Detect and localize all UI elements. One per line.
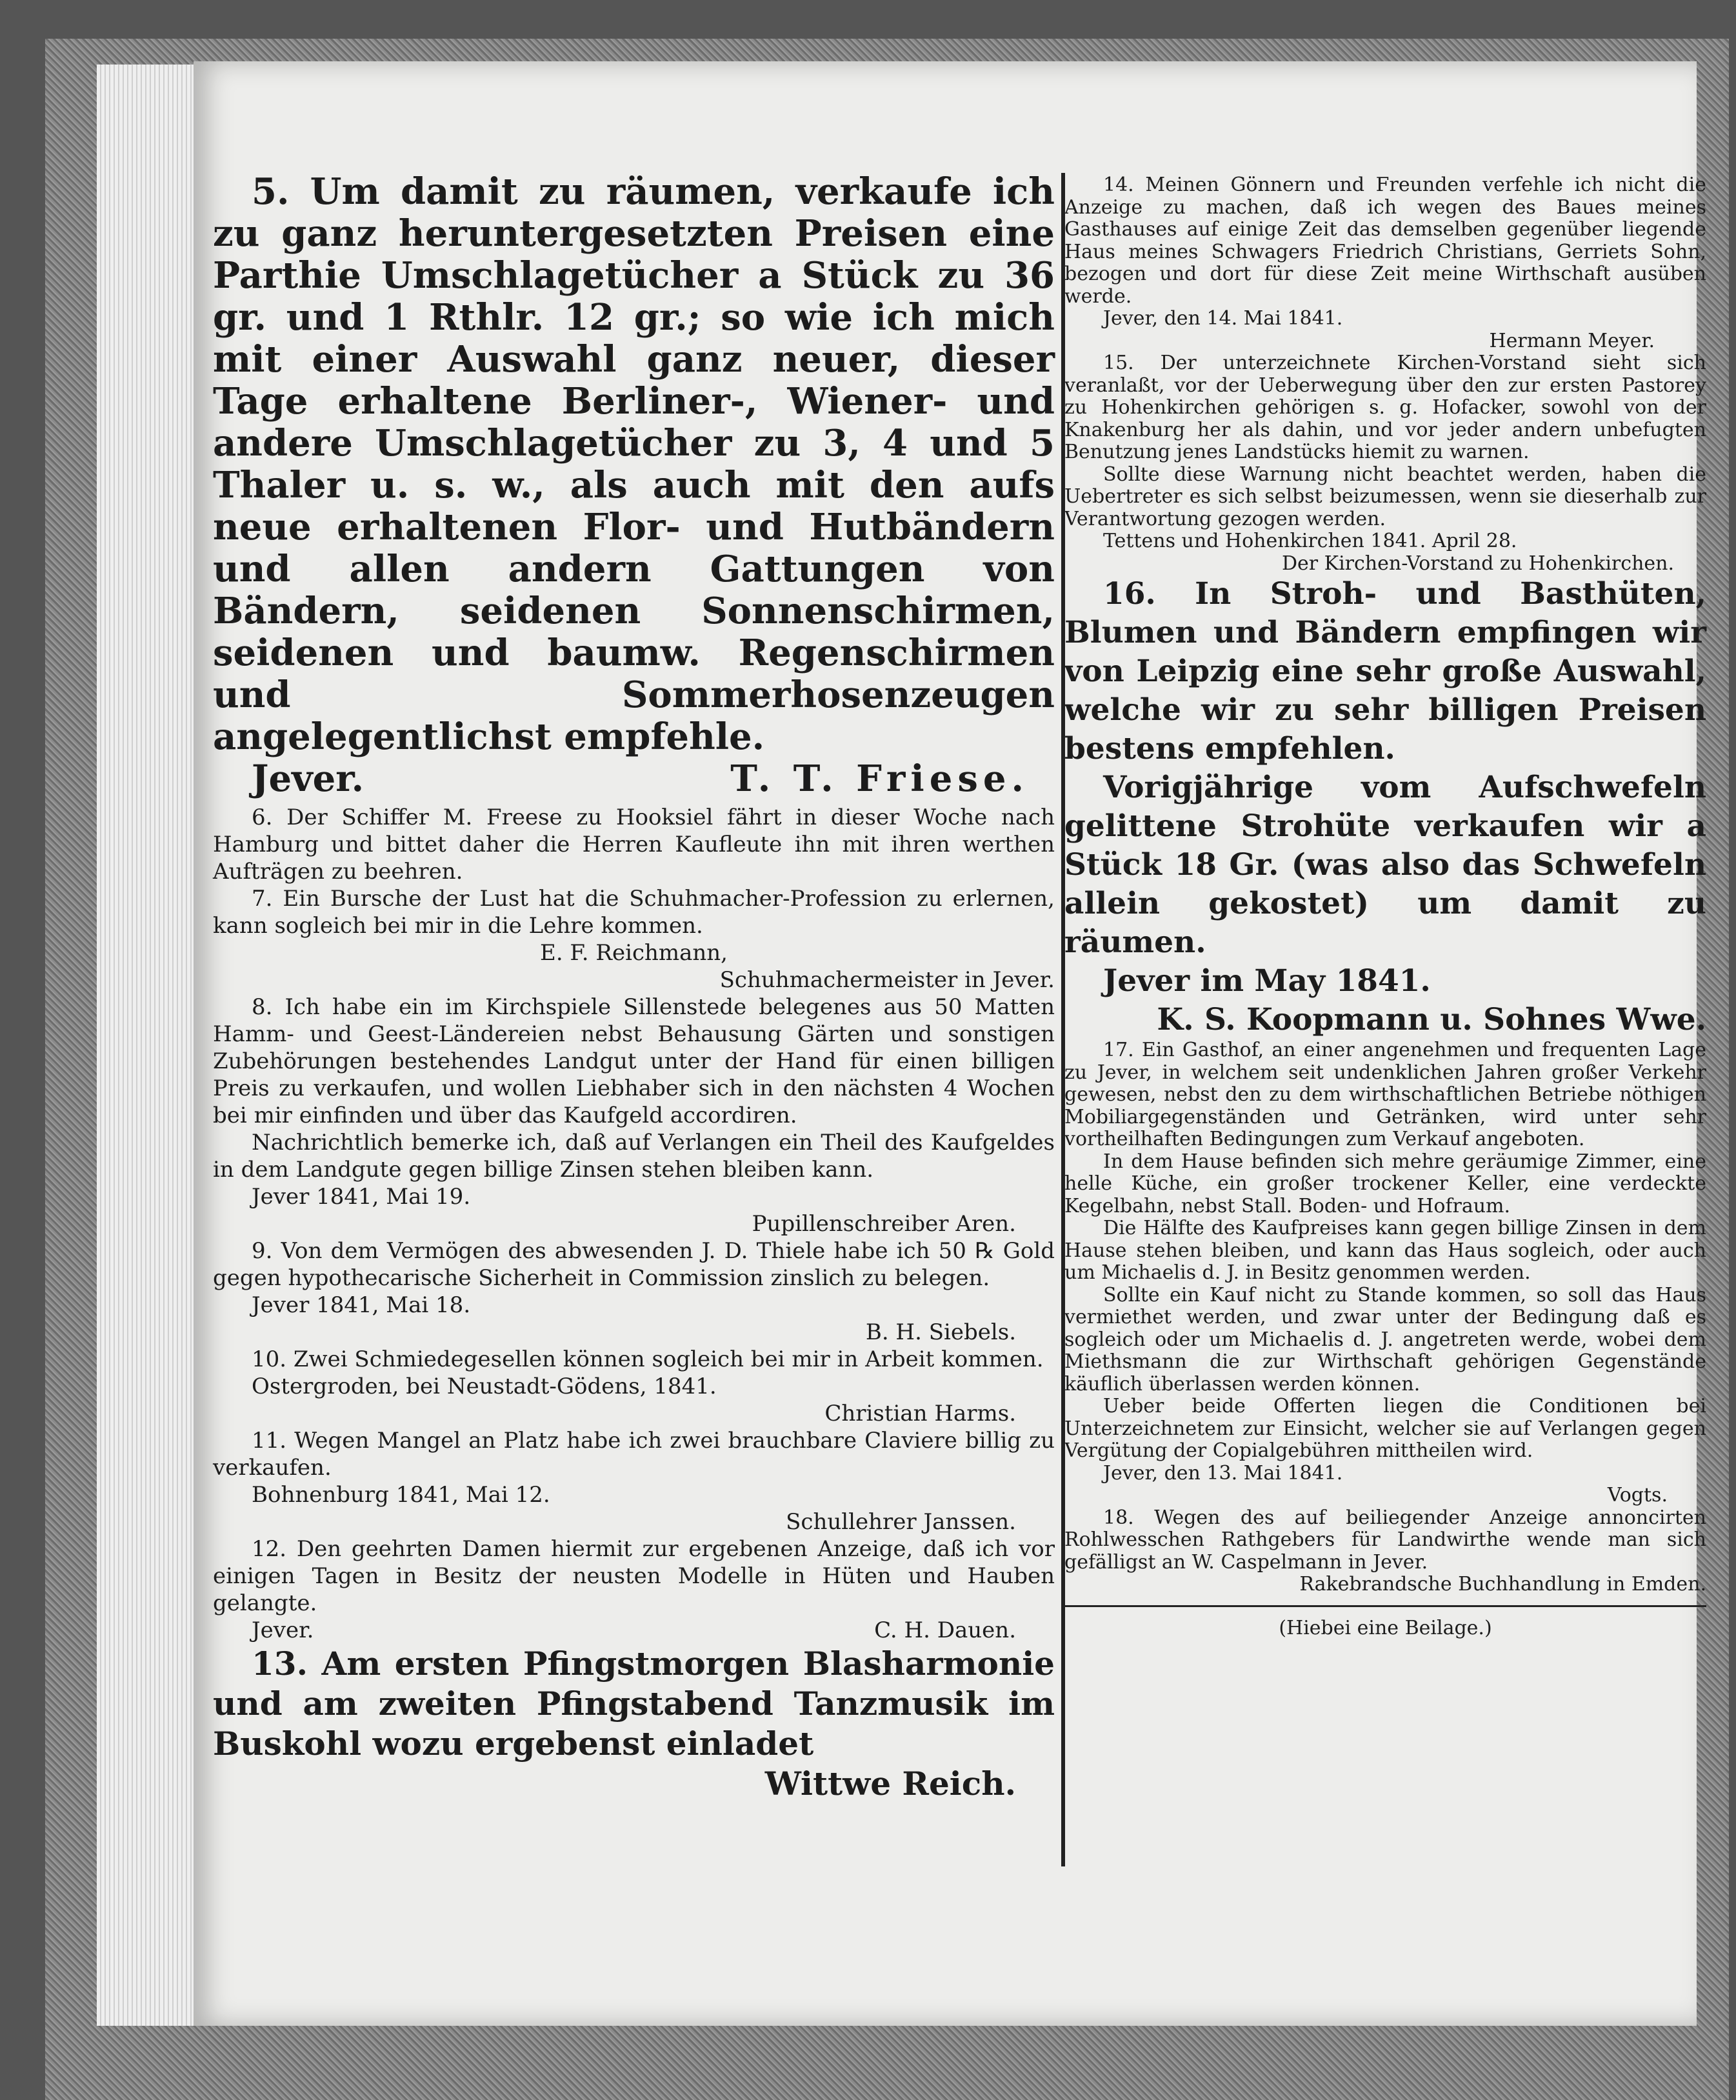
ad-7-text: 7. Ein Bursche der Lust hat die Schuhmacher-Profession zu erlernen, kann sogleich bei mir in die Lehre kommen. <box>213 886 1055 939</box>
ad-18-signature: Rakebrandsche Buchhandlung in Emden. <box>1299 1573 1706 1595</box>
ad-7-signature: E. F. Reichmann, <box>540 940 728 966</box>
ad-8-note: Nachrichtlich bemerke ich, daß auf Verlangen ein Theil des Kaufgeldes in dem Landgute gegen billige Zinsen stehen bleiben kann. <box>213 1130 1055 1183</box>
ad-14-text: 14. Meinen Gönnern und Freunden verfehle ich nicht die Anzeige zu machen, daß ich wegen des Baues meines Gasthauses auf einige Zeit das demselben gegenüber liegende Haus meines Schwagers Friedrich Christians, Gerriets Sohn, bezogen und dort für diese Zeit meine Wirthschaft ausüben werde. <box>1064 174 1706 308</box>
ad-8-signature: Pupillenschreiber Aren. <box>752 1211 1016 1237</box>
ad-13-text: 13. Am ersten Pfingstmorgen Blasharmonie und am zweiten Pfingstabend Tanzmusik im Buskohl wozu ergebenst einladet <box>213 1645 1055 1763</box>
ad-5 <box>213 171 1055 800</box>
ad-9-text: 9. Von dem Vermögen des abwesenden J. D. Thiele habe ich 50 ℞ Gold gegen hypothecarische Sicherheit in Commission zinslich zu belegen. <box>213 1238 1055 1291</box>
ad-18-text: 18. Wegen des auf beiliegender Anzeige annoncirten Rohlwesschen Rathgebers für Landwirthe wende man sich gefälligst an W. Caspelmann in Jever. <box>1064 1506 1706 1574</box>
ad-17-text-2: In dem Hause befinden sich mehre geräumige Zimmer, eine helle Küche, ein großer trockener Keller, eine verdeckte Kegelbahn, nebst Stall. Boden- und Hofraum. <box>1064 1150 1706 1217</box>
footer-rule <box>1064 1605 1706 1607</box>
ad-12-place: Jever. <box>252 1617 314 1643</box>
ad-8-date: Jever 1841, Mai 19. <box>252 1184 471 1210</box>
ad-16-text: 16. In Stroh- und Basthüten, Blumen und Bändern empfingen wir von Leipzig eine sehr große Auswahl, welche wir zu sehr billigen Preisen bestens empfehlen. <box>1064 576 1706 766</box>
ad-7-signature-title: Schuhmachermeister in Jever. <box>719 967 1055 993</box>
ad-6-text: 6. Der Schiffer M. Freese zu Hooksiel fährt in dieser Woche nach Hamburg und bittet daher die Herren Kaufleute ihn mit ihren werthen Aufträgen zu beehren. <box>213 805 1055 885</box>
ad-15-warning: Sollte diese Warnung nicht beachtet werden, haben die Uebertreter es sich selbst beizumessen, wenn sie dieserhalb zur Verantwortung gezogen werden. <box>1064 463 1706 530</box>
ad-11-text: 11. Wegen Mangel an Platz habe ich zwei brauchbare Claviere billig zu verkaufen. <box>213 1428 1055 1481</box>
ad-13-signature: Wittwe Reich. <box>764 1765 1016 1803</box>
page-edges <box>97 65 206 2026</box>
ad-12-text: 12. Den geehrten Damen hiermit zur ergebenen Anzeige, daß ich vor einigen Tagen in Besitz der neusten Modelle in Hüten und Hauben gelangte. <box>213 1536 1055 1616</box>
right-column <box>1064 174 1706 1639</box>
ad-17-text-5: Ueber beide Offerten liegen die Conditionen bei Unterzeichnetem zur Einsicht, welcher sie auf Verlangen gegen Vergütung der Copialgebühren mittheilen wird. <box>1064 1395 1706 1462</box>
ad-17-text-4: Sollte ein Kauf nicht zu Stande kommen, so soll das Haus vermiethet werden, und zwar unter der Bedingung daß es sogleich oder um Michaelis d. J. angetreten werde, wobei dem Miethsmann die zur Wirthschaft gehörigen Gegenstände käuflich überlassen werden können. <box>1064 1283 1706 1395</box>
ad-10-signature: Christian Harms. <box>824 1401 1016 1426</box>
ad-15-text: 15. Der unterzeichnete Kirchen-Vorstand sieht sich veranlaßt, vor der Ueberwegung über den zur ersten Pastorey zu Hohenkirchen gehörigen s. g. Hofacker, sowohl von der Knakenburg her als dahin, und vor jeder andern unbefugten Benutzung jenes Landstücks hiemit zu warnen. <box>1064 352 1706 463</box>
ad-16-signature: K. S. Koopmann u. Sohnes Wwe. <box>1157 1002 1706 1037</box>
ad-17-signature: Vogts. <box>1607 1484 1668 1506</box>
ad-15-date: Tettens und Hohenkirchen 1841. April 28. <box>1103 530 1517 552</box>
ad-5-signature: T. T. Friese. <box>730 757 1029 800</box>
ad-15-signature: Der Kirchen-Vorstand zu Hohenkirchen. <box>1281 552 1674 575</box>
ad-17-text-3: Die Hälfte des Kaufpreises kann gegen billige Zinsen in dem Hause stehen bleiben, und kann das Haus sogleich, oder auch um Michaelis d. J. in Besitz genommen werden. <box>1064 1217 1706 1284</box>
ad-8-text: 8. Ich habe ein im Kirchspiele Sillenstede belegenes aus 50 Matten Hamm- und Geest-Ländereien nebst Behausung Gärten und sonstigen Zubehörungen bestehendes Landgut unter der Hand für einen billigen Preis zu verkaufen, und wollen Liebhaber sich in den nächsten 4 Wochen bei mir einfinden und über das Kaufgeld accordiren. <box>213 994 1055 1128</box>
ad-14-date: Jever, den 14. Mai 1841. <box>1103 307 1343 330</box>
ad-5-text: 5. Um damit zu räumen, verkaufe ich zu ganz heruntergesetzten Preisen eine Parthie Umschlagetücher a Stück zu 36 gr. und 1 Rthlr. 12 gr.; so wie ich mich mit einer Auswahl ganz neuer, dieser Tage erhaltene Berliner-, Wiener- und andere Umschlagetücher zu 3, 4 und 5 Thaler u. s. w., als auch mit den aufs neue erhaltenen Flor- und Hutbändern und allen andern Gattungen von Bändern, seidenen Sonnenschirmen, seidenen und baumw. Regenschirmen und Sommerhosenzeugen angelegentlichst empfehle. <box>213 170 1055 758</box>
ad-17-date: Jever, den 13. Mai 1841. <box>1103 1461 1343 1485</box>
ad-14-signature: Hermann Meyer. <box>1489 329 1655 352</box>
ad-17-text: 17. Ein Gasthof, an einer angenehmen und frequenten Lage zu Jever, in welchem seit undenklichen Jahren großer Verkehr gewesen, nebst den zu dem wirthschaftlichen Betriebe nöthigen Mobiliargegenständen und Getränken, wird unter sehr vortheilhaften Bedingungen zum Verkauf angeboten. <box>1064 1039 1706 1150</box>
ad-5-place: Jever. <box>252 757 364 800</box>
ad-16-text-2: Vorigjährige vom Aufschwefeln gelittene Strohüte verkaufen wir a Stück 18 Gr. (was also das Schwefeln allein gekostet) um damit zu räumen. <box>1064 770 1706 960</box>
ad-11-signature: Schullehrer Janssen. <box>786 1509 1016 1535</box>
ad-9-signature: B. H. Siebels. <box>865 1319 1016 1345</box>
ad-16-date: Jever im May 1841. <box>1103 963 1431 999</box>
ad-12-signature: C. H. Dauen. <box>874 1617 1016 1643</box>
ad-9-date: Jever 1841, Mai 18. <box>252 1292 471 1318</box>
ad-11-date: Bohnenburg 1841, Mai 12. <box>252 1482 550 1508</box>
ad-10-text: 10. Zwei Schmiedegesellen können sogleich bei mir in Arbeit kommen. <box>252 1346 1044 1372</box>
ad-10-date: Ostergroden, bei Neustadt-Gödens, 1841. <box>252 1374 717 1399</box>
left-column <box>213 171 1055 1804</box>
supplement-note: (Hiebei eine Beilage.) <box>1279 1616 1492 1639</box>
